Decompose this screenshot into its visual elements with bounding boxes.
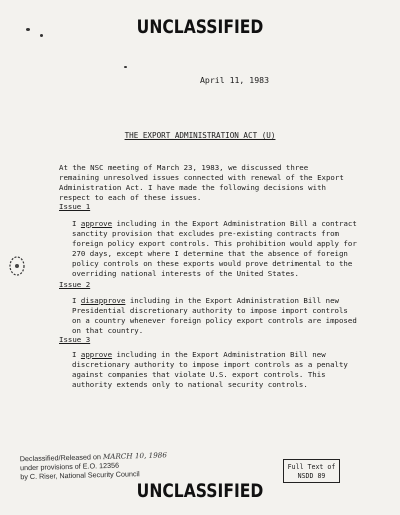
issue-2-lead: I — [72, 296, 81, 305]
issue-1-heading: Issue 1 — [59, 202, 91, 211]
declassification-stamp — [20, 450, 196, 482]
classification-stamp-bottom: UNCLASSIFIED — [136, 480, 264, 502]
declassified-label: Declassified/Released on — [19, 452, 103, 464]
hole-punch-mark — [8, 255, 26, 277]
issue-3-text: including in the Export Administration Bill new discretionary authority to impose import controls as a penalty against companies that violate U.S. export controls. This authority extends only to national security controls. — [72, 350, 348, 389]
document-title: THE EXPORT ADMINISTRATION ACT (U) — [124, 131, 276, 140]
nsdd-number: NSDD 89 — [297, 471, 326, 480]
issue-2-heading: Issue 2 — [59, 280, 91, 289]
classification-stamp-top: UNCLASSIFIED — [136, 16, 264, 38]
scan-speck — [124, 66, 127, 68]
issue-3-lead: I — [72, 350, 81, 359]
full-text-label: Full Text of — [287, 463, 336, 471]
issue-3-paragraph — [72, 350, 357, 390]
issue-1-paragraph — [72, 219, 357, 279]
declassified-date: MARCH 10, 1986 — [102, 450, 168, 462]
issue-1-text: including in the Export Administration Bill a contract sanctity provision that excludes pre-existing contracts from foreign policy export controls. This prohibition would apply for 270 days, except where I determine that the absence of foreign policy controls on these exports would prove detrimental to the overriding national interests of the United States. — [72, 219, 357, 278]
issue-3-heading: Issue 3 — [59, 335, 91, 344]
issue-1-lead: I — [72, 219, 81, 228]
issue-3-decision: approve — [80, 350, 113, 359]
issue-1-decision: approve — [80, 219, 113, 228]
declassification-line-2: under provisions of E.O. 12356 — [19, 460, 120, 473]
declassification-line-3: by C. Riser, National Security Council — [20, 469, 140, 482]
scan-speck — [40, 34, 43, 37]
intro-paragraph: At the NSC meeting of March 23, 1983, we discussed three remaining unresolved issues connected with renewal of the Export Administration Act. I have made the following decisions with respect to each of these issues. — [59, 163, 344, 202]
issue-2-decision: disapprove — [80, 296, 126, 305]
issue-2-text: including in the Export Administration Bill new Presidential discretionary authority to impose import controls on a country whenever foreign policy export controls are imposed on that country. — [72, 296, 357, 335]
issue-2-paragraph — [72, 296, 357, 336]
document-date: April 11, 1983 — [200, 75, 270, 85]
scan-speck — [26, 28, 30, 31]
